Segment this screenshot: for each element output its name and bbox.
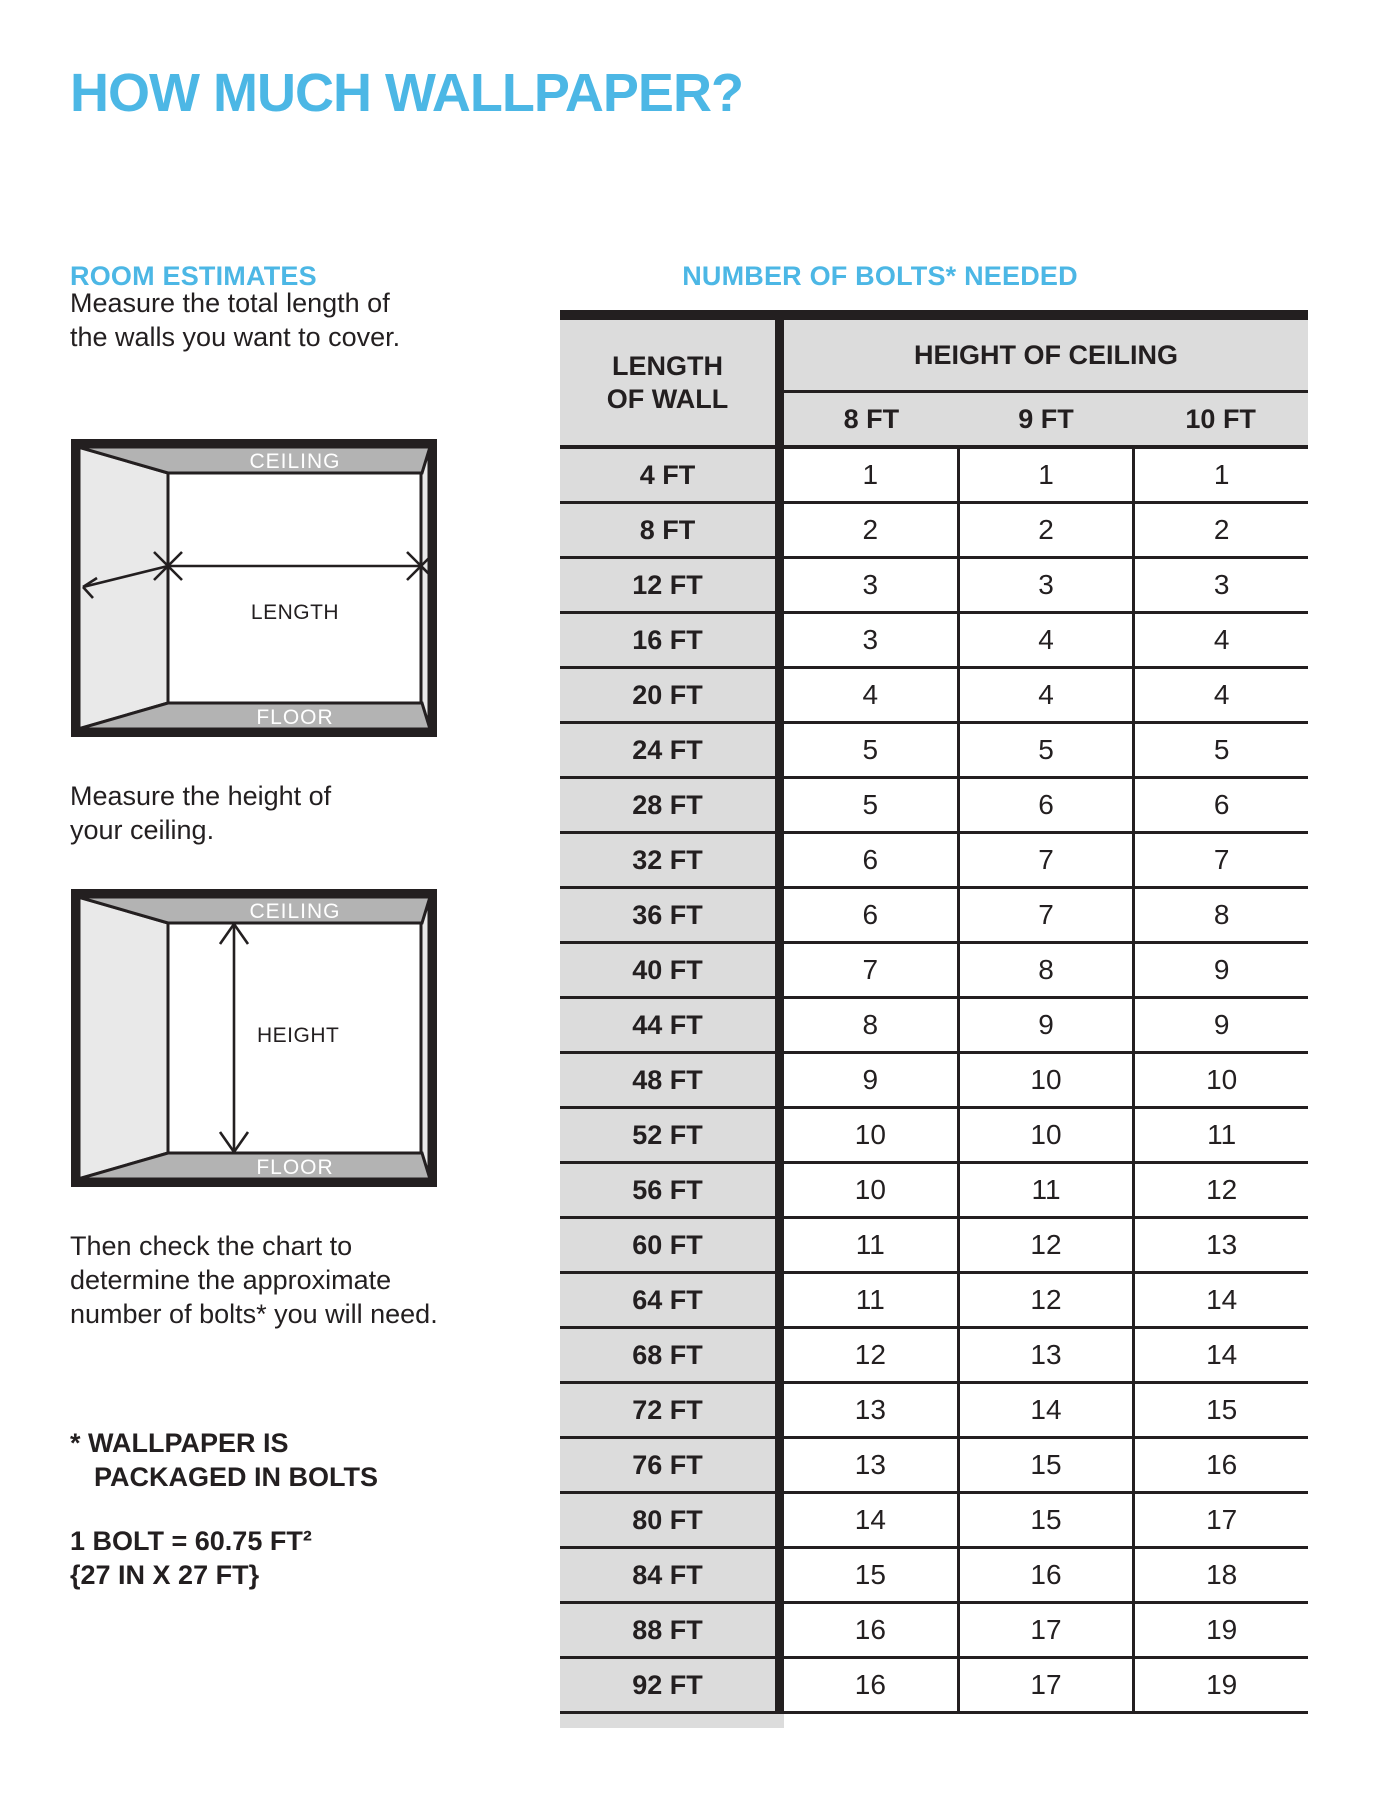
table-row [560,834,1308,889]
table-row [560,1164,1308,1219]
wall-length-cell: 84 FT [560,1549,775,1601]
wall-length-cell: 68 FT [560,1329,775,1381]
bolt-count-cell: 18 [1135,1549,1308,1601]
table-vertical-divider [775,320,784,445]
table-vertical-divider [775,779,784,831]
table-row [560,1439,1308,1494]
wall-length-cell: 28 FT [560,779,775,831]
table-row [560,1494,1308,1549]
wall-length-cell: 92 FT [560,1659,775,1711]
paragraph-line: Measure the height of [70,781,332,811]
table-rows [560,449,1308,1714]
bolt-count-cell: 17 [960,1604,1136,1656]
bolt-count-cell: 10 [1135,1054,1308,1106]
bolt-size-info [70,1524,312,1592]
left-wall [79,447,168,729]
bolt-equation: 1 BOLT = 60.75 FT² [70,1526,312,1556]
bolt-count-cell: 13 [784,1384,960,1436]
wall-length-cell: 52 FT [560,1109,775,1161]
table-row [560,944,1308,999]
table-vertical-divider [775,1219,784,1271]
bolt-count-cell: 16 [1135,1439,1308,1491]
bolt-count-cell: 17 [960,1659,1136,1711]
bolt-count-cell: 2 [960,504,1136,556]
bolt-count-cell: 10 [960,1109,1136,1161]
bolt-count-cell: 4 [960,614,1136,666]
bolt-count-cell: 8 [960,944,1136,996]
table-row [560,1604,1308,1659]
bolt-count-cell: 12 [1135,1164,1308,1216]
table-vertical-divider [775,1604,784,1656]
floor-label: FLOOR [256,1156,334,1179]
table-row [560,1219,1308,1274]
bolt-count-cell: 6 [784,889,960,941]
table-vertical-divider [775,1659,784,1711]
bolt-count-cell: 8 [1135,889,1308,941]
table-vertical-divider [775,614,784,666]
bolt-count-cell: 3 [784,614,960,666]
table-row [560,1329,1308,1384]
room-estimates-heading: ROOM ESTIMATES [70,261,317,291]
table-row [560,999,1308,1054]
footnote-line: * WALLPAPER IS [70,1428,289,1458]
bolt-count-cell: 15 [784,1549,960,1601]
header-line: OF WALL [606,383,729,414]
table-row [560,889,1308,944]
bolt-count-cell: 14 [1135,1274,1308,1326]
bolt-count-cell: 11 [960,1164,1136,1216]
table-vertical-divider [775,834,784,886]
footnote-line: PACKAGED IN BOLTS [94,1462,379,1492]
table-row [560,669,1308,724]
length-of-wall-header [560,320,775,445]
table-row [560,1384,1308,1439]
bolt-count-cell: 4 [1135,669,1308,721]
table-row [560,614,1308,669]
bolt-count-cell: 7 [1135,834,1308,886]
bolt-count-cell: 4 [784,669,960,721]
bolt-count-cell: 15 [960,1439,1136,1491]
bolt-count-cell: 3 [1135,559,1308,611]
header-line: LENGTH [612,350,723,381]
table-vertical-divider [775,999,784,1051]
bolt-count-cell: 13 [1135,1219,1308,1271]
wall-length-cell: 72 FT [560,1384,775,1436]
bolt-count-cell: 10 [960,1054,1136,1106]
wall-length-cell: 48 FT [560,1054,775,1106]
measure-height-paragraph [70,779,331,847]
wall-length-cell: 20 FT [560,669,775,721]
bolt-count-cell: 5 [784,724,960,776]
bolt-count-cell: 6 [1135,779,1308,831]
column-header-9ft: 9 FT [1018,403,1074,434]
bolt-count-cell: 12 [784,1329,960,1381]
bolt-count-cell: 11 [784,1219,960,1271]
bolt-count-cell: 14 [960,1384,1136,1436]
table-vertical-divider [775,1109,784,1161]
wall-length-cell: 16 FT [560,614,775,666]
floor-label: FLOOR [256,706,334,729]
bolt-count-cell: 15 [1135,1384,1308,1436]
bolt-count-cell: 7 [960,889,1136,941]
bolt-count-cell: 11 [784,1274,960,1326]
table-top-border [560,310,1308,320]
room-height-diagram [71,889,437,1187]
bolts-table [560,310,1308,1728]
bolt-count-cell: 14 [1135,1329,1308,1381]
table-vertical-divider [775,559,784,611]
wall-length-cell: 4 FT [560,449,775,501]
measure-length-paragraph [70,286,400,354]
table-vertical-divider [775,944,784,996]
wall-length-cell: 12 FT [560,559,775,611]
table-vertical-divider [775,449,784,501]
bolt-count-cell: 14 [784,1494,960,1546]
bolt-count-cell: 4 [960,669,1136,721]
bolt-count-cell: 2 [784,504,960,556]
paragraph-line: number of bolts* you will need. [70,1299,438,1329]
bolt-count-cell: 17 [1135,1494,1308,1546]
left-wall [79,897,168,1179]
paragraph-line: Then check the chart to [70,1231,353,1261]
table-row [560,504,1308,559]
bolt-count-cell: 9 [1135,999,1308,1051]
wall-length-cell: 64 FT [560,1274,775,1326]
check-chart-paragraph [70,1229,438,1331]
table-vertical-divider [775,1439,784,1491]
bolt-count-cell: 5 [1135,724,1308,776]
bolt-count-cell: 16 [784,1659,960,1711]
paragraph-line: your ceiling. [70,815,215,845]
bolt-count-cell: 4 [1135,614,1308,666]
page-title: HOW MUCH WALLPAPER? [70,63,743,123]
table-vertical-divider [775,1164,784,1216]
length-dimension-label: LENGTH [250,601,340,624]
bolt-count-cell: 19 [1135,1604,1308,1656]
wall-length-cell: 56 FT [560,1164,775,1216]
wall-length-cell: 88 FT [560,1604,775,1656]
table-row [560,1274,1308,1329]
bolt-count-cell: 13 [784,1439,960,1491]
table-vertical-divider [775,889,784,941]
back-wall [168,473,421,703]
bolt-count-cell: 6 [960,779,1136,831]
height-of-ceiling-header: HEIGHT OF CEILING [784,320,1308,393]
table-footer-stub [560,1714,784,1728]
column-header-10ft: 10 FT [1185,403,1256,434]
bolt-count-cell: 10 [784,1109,960,1161]
table-row [560,1659,1308,1714]
wallpaper-bolts-footnote [70,1426,378,1494]
table-vertical-divider [775,1329,784,1381]
wall-length-cell: 76 FT [560,1439,775,1491]
wall-length-cell: 32 FT [560,834,775,886]
wall-length-cell: 44 FT [560,999,775,1051]
paragraph-line: Measure the total length of [70,288,390,318]
ceiling-height-header-group [784,320,1308,445]
room-length-diagram [71,439,437,737]
bolt-dimensions: {27 IN X 27 FT} [70,1560,260,1590]
ceiling-label: CEILING [249,900,341,923]
table-vertical-divider [775,724,784,776]
bolt-count-cell: 15 [960,1494,1136,1546]
paragraph-line: the walls you want to cover. [70,322,401,352]
bolt-count-cell: 5 [960,724,1136,776]
wall-length-cell: 40 FT [560,944,775,996]
ceiling-height-columns [784,393,1308,445]
table-vertical-divider [775,1549,784,1601]
table-vertical-divider [775,1494,784,1546]
table-vertical-divider [775,1054,784,1106]
table-row [560,1054,1308,1109]
bolt-count-cell: 6 [784,834,960,886]
table-vertical-divider [775,669,784,721]
table-row [560,724,1308,779]
wall-length-cell: 8 FT [560,504,775,556]
bolt-count-cell: 12 [960,1274,1136,1326]
bolt-count-cell: 2 [1135,504,1308,556]
bolt-count-cell: 9 [784,1054,960,1106]
bolt-count-cell: 8 [784,999,960,1051]
bolt-count-cell: 10 [784,1164,960,1216]
bolt-count-cell: 5 [784,779,960,831]
bolt-count-cell: 9 [1135,944,1308,996]
table-row [560,449,1308,504]
ceiling-label: CEILING [249,450,341,473]
bolt-count-cell: 1 [1135,449,1308,501]
bolt-count-cell: 9 [960,999,1136,1051]
table-row [560,1549,1308,1604]
table-vertical-divider [775,1274,784,1326]
bolt-count-cell: 16 [960,1549,1136,1601]
wall-length-cell: 24 FT [560,724,775,776]
bolt-count-cell: 11 [1135,1109,1308,1161]
bolt-count-cell: 3 [960,559,1136,611]
wall-length-cell: 36 FT [560,889,775,941]
bolt-count-cell: 7 [960,834,1136,886]
bolt-count-cell: 3 [784,559,960,611]
column-header-8ft: 8 FT [843,403,900,434]
table-vertical-divider [775,1384,784,1436]
bolts-needed-heading: NUMBER OF BOLTS* NEEDED [682,261,1078,291]
bolt-count-cell: 16 [784,1604,960,1656]
wall-length-cell: 80 FT [560,1494,775,1546]
table-vertical-divider [775,504,784,556]
bolt-count-cell: 13 [960,1329,1136,1381]
bolt-count-cell: 7 [784,944,960,996]
height-dimension-label: HEIGHT [257,1024,340,1047]
bolt-count-cell: 12 [960,1219,1136,1271]
table-row [560,779,1308,834]
paragraph-line: determine the approximate [70,1265,392,1295]
table-row [560,559,1308,614]
wall-length-cell: 60 FT [560,1219,775,1271]
table-row [560,1109,1308,1164]
bolt-count-cell: 19 [1135,1659,1308,1711]
bolt-count-cell: 1 [960,449,1136,501]
bolt-count-cell: 1 [784,449,960,501]
table-header [560,320,1308,449]
